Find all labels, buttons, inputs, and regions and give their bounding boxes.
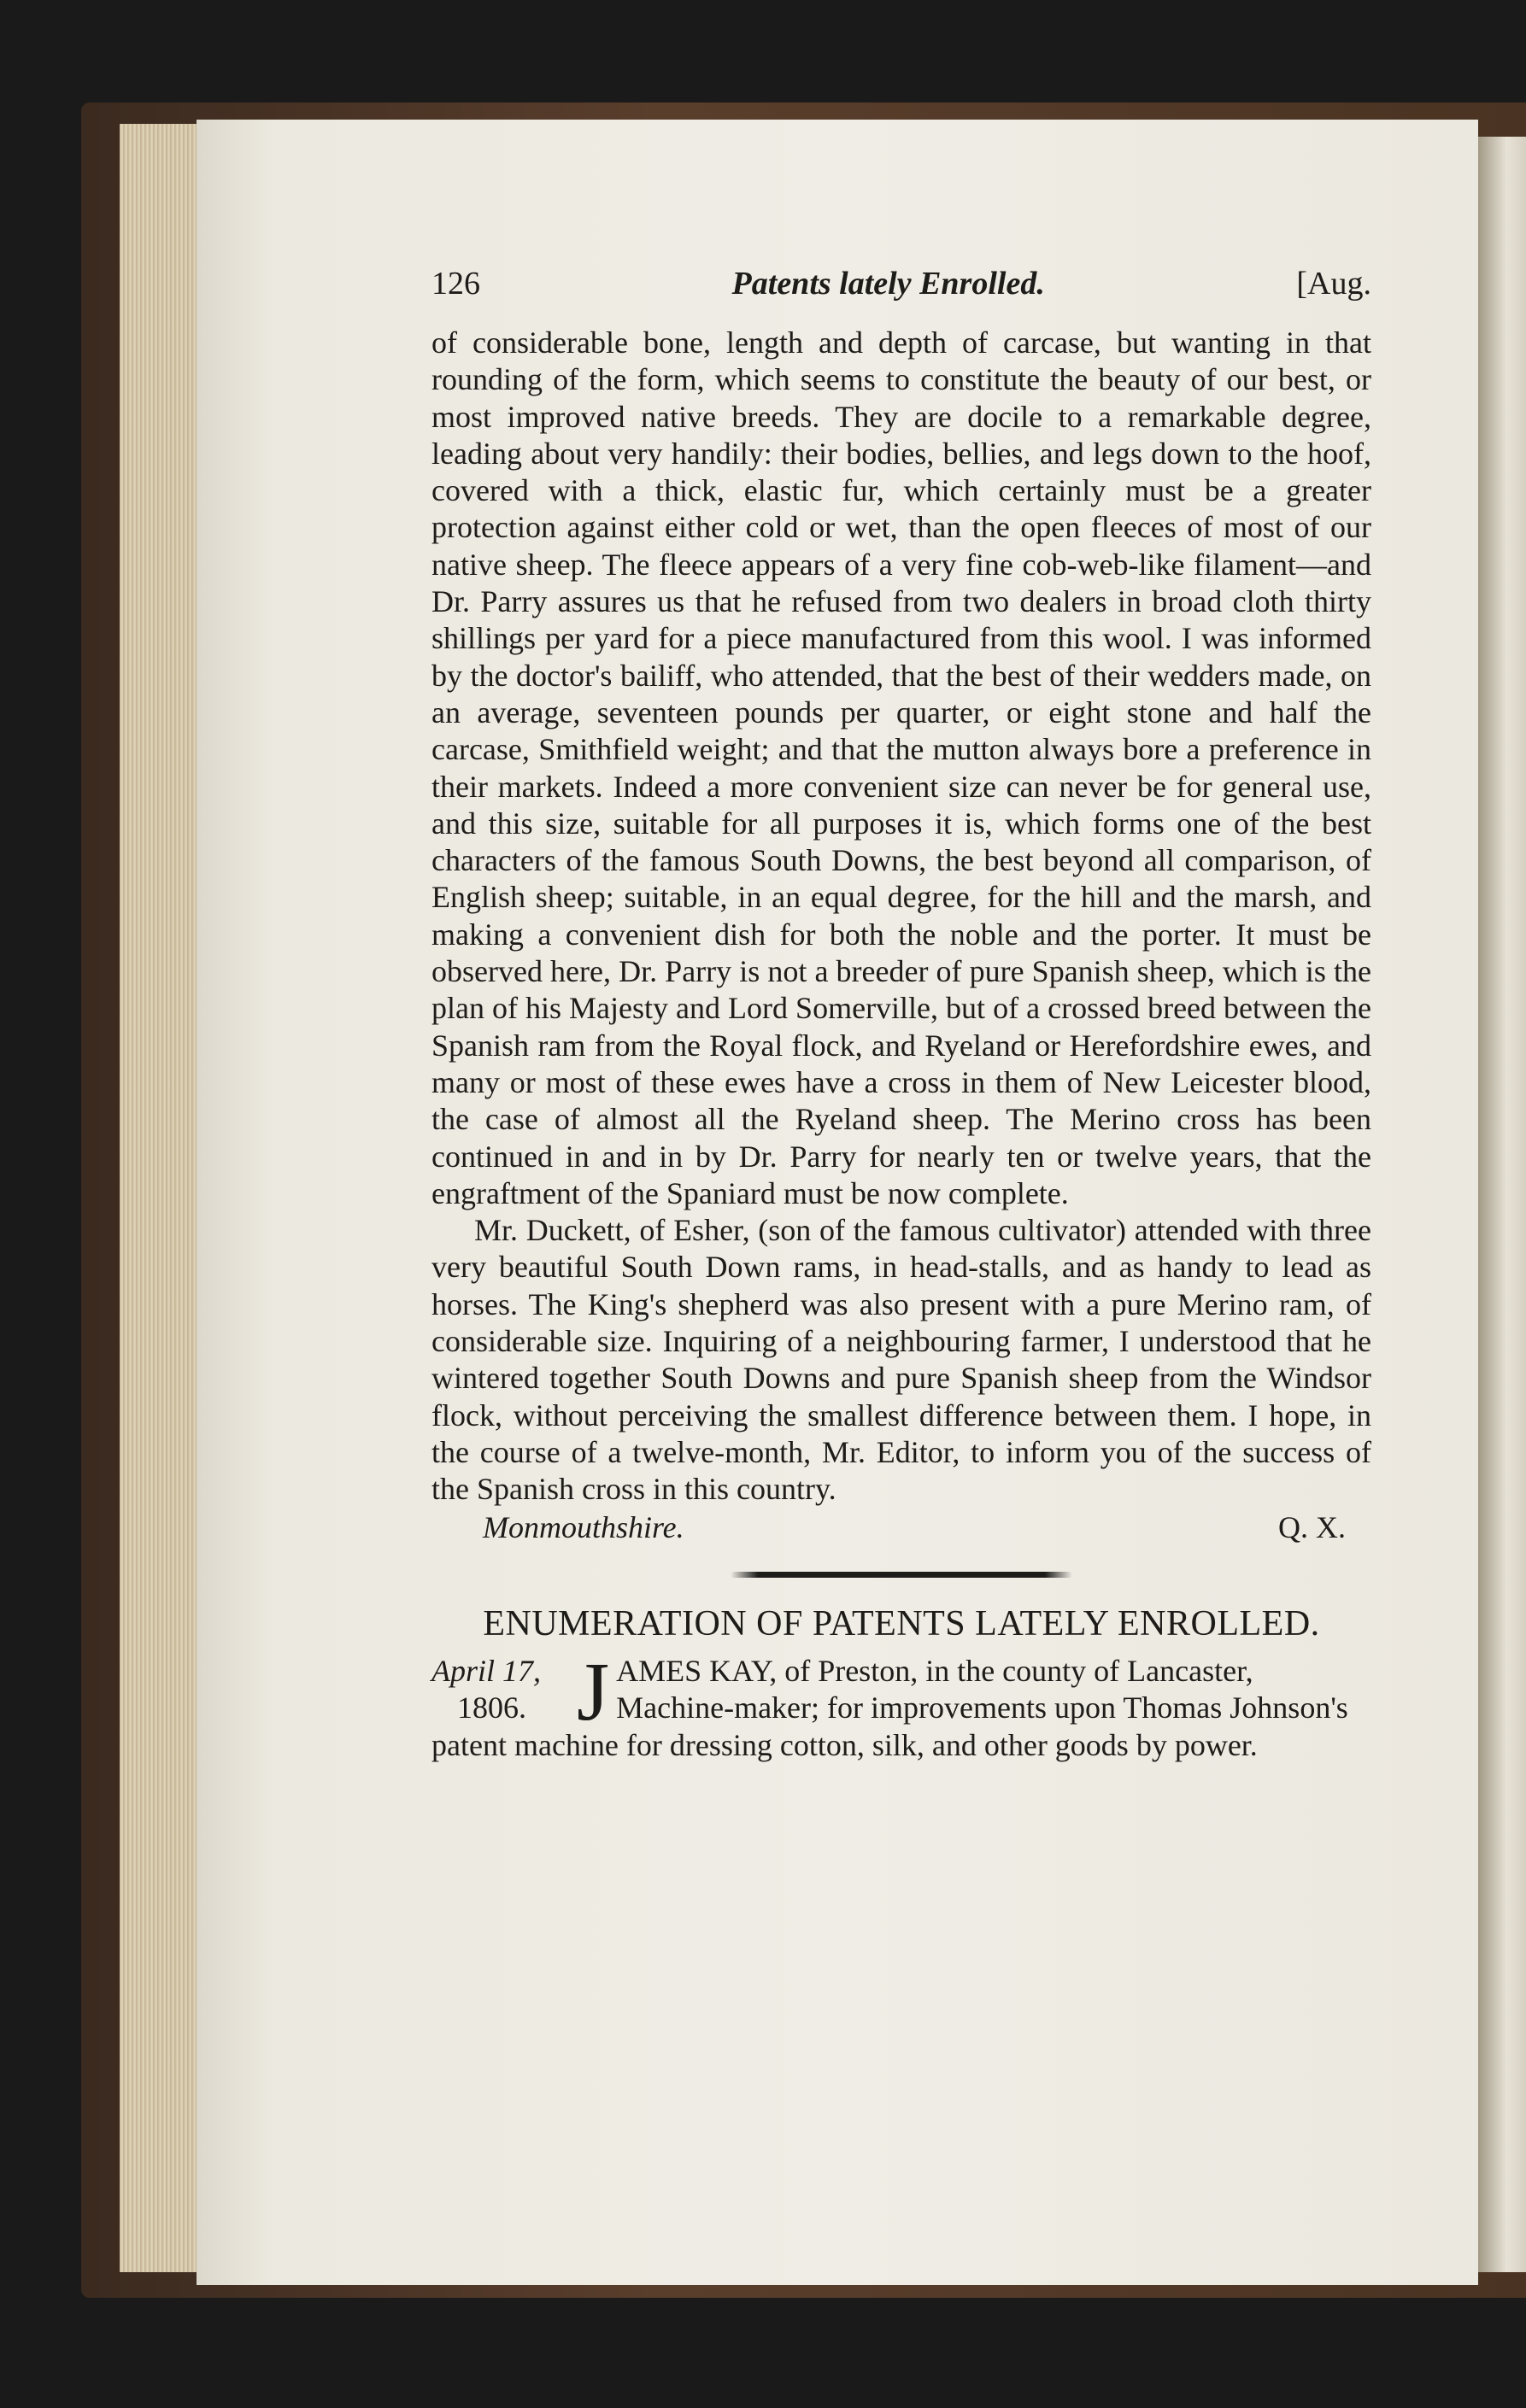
month-abbrev: [Aug. — [1296, 266, 1371, 302]
next-page-edge — [1478, 137, 1526, 2272]
section-heading: ENUMERATION OF PATENTS LATELY ENROLLED. — [483, 1603, 1320, 1643]
paragraph: Mr. Duckett, of Esher, (son of the famous cultivator) attended with three very beautiful South Down rams, in head-stalls, and as handy to lead as horses. The King's shepherd was also present with a pure Merino ram, of considerable size. Inquiring of a neighbouring farmer, I understood that he wintered together South Downs and pure Spanish sheep from the Windsor flock, without perceiving the smallest difference between them. I hope, in the course of a twelve-month, Mr. Editor, to inform you of the success of the Spanish cross in this country. — [431, 1213, 1371, 1507]
signature — [431, 1509, 1371, 1546]
patent-entry — [431, 1645, 1371, 1765]
page-number: 126 — [431, 266, 480, 302]
article-body — [431, 325, 1371, 1509]
patent-date-year: 1806. — [457, 1690, 526, 1725]
signature-initials: Q. X. — [1278, 1509, 1346, 1544]
running-header — [431, 265, 1371, 325]
patent-date — [431, 1653, 577, 1727]
paragraph: of considerable bone, length and depth of carcase, but wanting in that rounding of the form, which seems to constitute the beauty of our best, or most improved native breeds. They are docile to a remarkable degree, leading about very handily: their bodies, bellies, and legs down to the hoof, covered with a thick, elastic fur, which certainly must be a greater protection against either cold or wet, than the open fleeces of most of our native sheep. The fleece appears of a very fine cob-web-like filament—and Dr. Parry assures us that he refused from two dealers in broad cloth thirty shillings per yard for a piece manufactured from this wool. I was informed by the doctor's bailiff, who attended, that the best of their wedders made, on an average, seventeen pounds per quarter, or eight stone and half the carcase, Smithfield weight; and that the mutton always bore a preference in their markets. Indeed a more convenient size can never be for general use, and this size, suitable for all purposes it is, which forms one of the best characters of the famous South Downs, the best beyond all comparison, of English sheep; suitable, in an equal degree, for the hill and the marsh, and making a convenient dish for both the noble and the porter. It must be observed here, Dr. Parry is not a breeder of pure Spanish sheep, which is the plan of his Majesty and Lord Somerville, but of a crossed breed between the Spanish ram from the Royal flock, and Ryeland or Herefordshire ewes, and many or most of these ewes have a cross in them of New Leicester blood, the case of almost all the Ryeland sheep. The Merino cross has been continued in and in by Dr. Parry for nearly ten or twelve years, that the engraftment of the Spaniard must be now complete. — [431, 325, 1371, 1210]
patent-text: AMES KAY, of Preston, in the county of Lancaster, Machine-maker; for improvements upon Thomas Johnson's patent machine for dressing cotton, silk, and other goods by power. — [431, 1653, 1348, 1762]
signature-place: Monmouthshire. — [483, 1509, 684, 1544]
running-title: Patents lately Enrolled. — [731, 266, 1045, 302]
patent-date-day: April 17, — [431, 1653, 542, 1688]
section-divider — [731, 1572, 1072, 1578]
page-content — [431, 265, 1371, 1764]
drop-cap: J — [577, 1645, 610, 1738]
